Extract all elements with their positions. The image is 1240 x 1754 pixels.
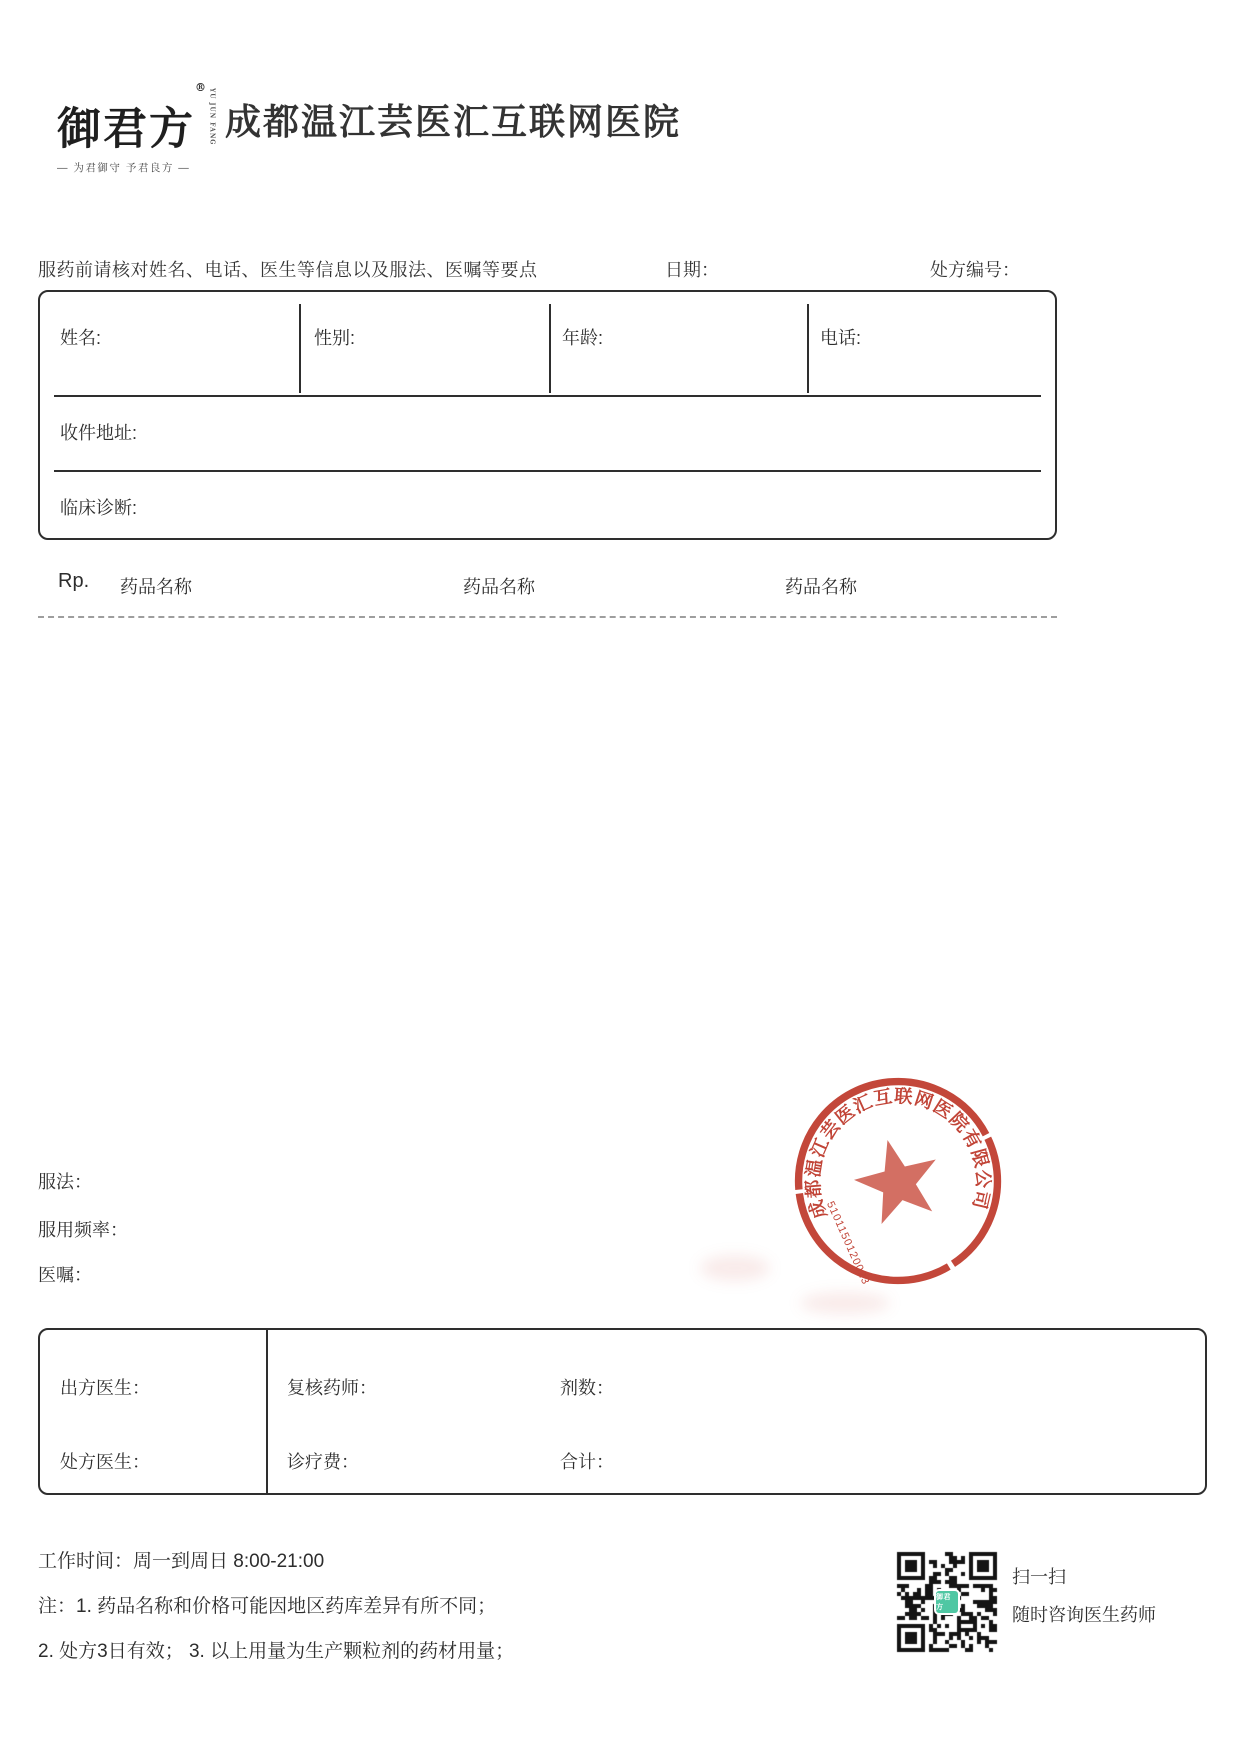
dose-count-label: 剂数： <box>560 1378 614 1398</box>
official-seal-stamp <box>757 1040 1038 1321</box>
brand-logo <box>57 81 237 175</box>
qr-center-logo: 御君方 <box>934 1589 960 1615</box>
note-line-2: 2. 处方3日有效； 3. 以上用量为生产颗粒剂的药材用量； <box>38 1641 515 1662</box>
prescription-number-label: 处方编号： <box>930 260 1020 280</box>
qr-scan-label: 扫一扫 <box>1012 1567 1066 1587</box>
seal-serial-number: 5101150120023 <box>824 1199 872 1287</box>
dosage-method-label: 服法： <box>38 1172 92 1192</box>
row-divider <box>54 395 1041 397</box>
patient-info-box <box>38 290 1057 540</box>
drug-name-column-header: 药品名称 <box>120 577 192 597</box>
drug-name-column-header: 药品名称 <box>785 577 857 597</box>
patient-name-label: 姓名: <box>60 328 102 348</box>
patient-age-label: 年龄: <box>562 328 604 348</box>
registered-trademark-icon: ® <box>195 81 208 94</box>
patient-gender-label: 性别: <box>314 328 356 348</box>
rp-label: Rp. <box>58 570 90 592</box>
prescribing-doctor-label: 处方医生： <box>60 1452 150 1472</box>
reviewing-pharmacist-label: 复核药师： <box>287 1378 377 1398</box>
column-divider <box>299 304 301 393</box>
page-title: 成都温江芸医汇互联网医院 <box>225 101 682 142</box>
brand-logo-characters: 御君方 <box>57 103 195 155</box>
dashed-divider <box>38 616 1057 618</box>
qr-code <box>895 1550 999 1654</box>
patient-phone-label: 电话: <box>820 328 862 348</box>
seal-company-name: 成都温江芸医汇互联网医院有限公司 <box>802 1085 993 1222</box>
total-label: 合计： <box>560 1452 614 1472</box>
star-icon <box>847 1130 948 1228</box>
qr-scan-hint: 随时咨询医生药师 <box>1012 1605 1156 1625</box>
stamp-ink-smudge <box>700 1255 770 1281</box>
date-label: 日期： <box>665 260 719 280</box>
brand-tagline: — 为君御守 予君良方 — <box>57 161 191 174</box>
note-line-1: 注：1. 药品名称和价格可能因地区药库差异有所不同； <box>38 1596 497 1617</box>
issuing-doctor-label: 出方医生： <box>60 1378 150 1398</box>
verification-hint: 服药前请核对姓名、电话、医生等信息以及服法、医嘱等要点 <box>38 260 538 280</box>
clinical-diagnosis-label: 临床诊断: <box>60 498 138 518</box>
column-divider <box>807 304 809 393</box>
drug-name-column-header: 药品名称 <box>463 577 535 597</box>
dosage-frequency-label: 服用频率： <box>38 1220 128 1240</box>
doctor-advice-label: 医嘱： <box>38 1265 92 1285</box>
work-hours: 工作时间：周一到周日 8:00-21:00 <box>38 1551 325 1572</box>
brand-logo-vertical-text: YU JUN FANG <box>208 88 216 146</box>
column-divider <box>266 1330 268 1493</box>
brand-logo-text <box>57 81 237 155</box>
consultation-fee-label: 诊疗费： <box>287 1452 359 1472</box>
shipping-address-label: 收件地址: <box>60 423 138 443</box>
column-divider <box>549 304 551 393</box>
row-divider <box>54 470 1041 472</box>
signoff-box <box>38 1328 1207 1495</box>
